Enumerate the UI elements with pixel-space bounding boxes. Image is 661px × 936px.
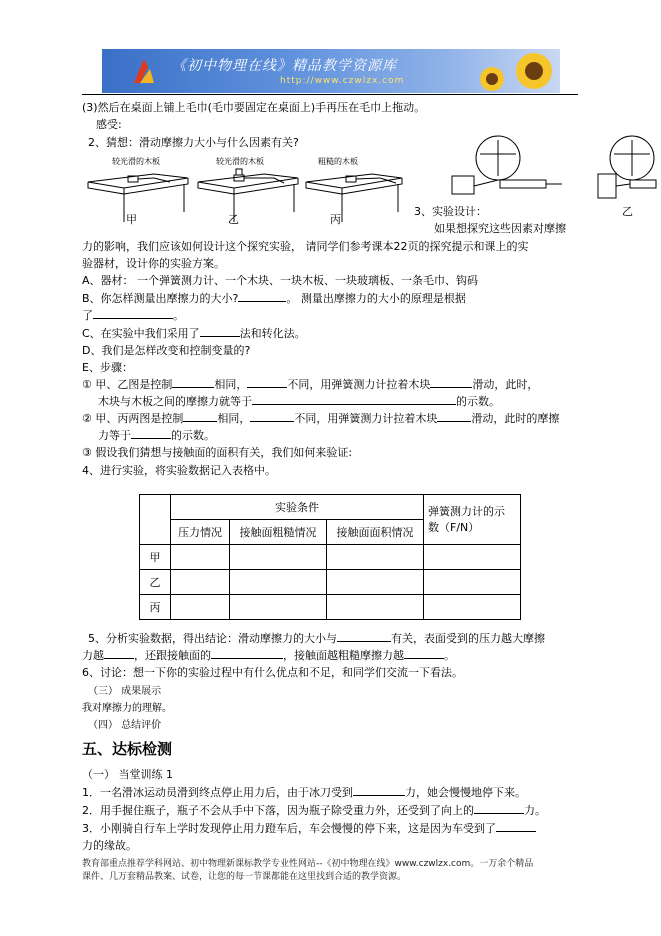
question-c	[82, 325, 306, 341]
answer-blank[interactable]	[437, 410, 471, 422]
conduct-experiment: 4、进行实验，将实验数据记入表格中。	[82, 464, 276, 477]
site-logo-icon	[130, 55, 158, 87]
row-label: 丙	[140, 595, 171, 620]
design-text-1: 如果想探究这些因素对摩擦	[434, 222, 566, 235]
table-row	[140, 570, 521, 595]
table-cell[interactable]	[327, 570, 424, 595]
question-3-text: 3．小刚骑自行车上学时发现停止用力蹬车后，车会慢慢的停下来，这是因为车受到了	[82, 822, 496, 835]
col-area: 接触面面积情况	[327, 520, 424, 545]
figure-label-b: 较光滑的木板	[216, 157, 264, 166]
section-heading: 五、达标检测	[82, 740, 173, 758]
guess-text: 2、猜想：滑动摩擦力大小与什么因素有关?	[88, 136, 299, 149]
answer-blank[interactable]	[200, 325, 240, 337]
figure-caption-c: 丙	[330, 213, 341, 226]
answer-blank[interactable]	[430, 376, 472, 388]
step-2-text-3: 不同，用弹簧测力计拉着木块	[294, 412, 438, 425]
answer-blank[interactable]	[238, 290, 286, 302]
analysis-text-2: 有关，表面受到的压力越大摩擦	[391, 632, 545, 645]
question-c-text: C、在实验中我们采用了	[82, 327, 200, 340]
equipment-line: A、器材： 一个弹簧测力计、一个木块、一块木板、一块玻璃板、一条毛巾、钩码	[82, 274, 479, 287]
steps-heading: E、步骤：	[82, 361, 133, 374]
design-text-3: 验器材，设计你的实验方案。	[82, 257, 225, 270]
experiment-design-heading: 3、实验设计：	[414, 205, 487, 218]
figure-caption-d: 乙	[622, 205, 633, 218]
table-cell[interactable]	[327, 545, 424, 570]
practice-heading: （一） 当堂训练 1	[82, 768, 173, 781]
step-1-cont-text: 木块与木板之间的摩擦力就等于	[98, 395, 252, 408]
question-3-cont: 力的缘故。	[82, 839, 137, 852]
question-3	[82, 820, 536, 836]
answer-blank[interactable]	[250, 410, 294, 422]
table-cell[interactable]	[424, 595, 521, 620]
banner-url: http://www.czwlzx.com	[280, 76, 405, 86]
step-3-text: (3)然后在桌面上铺上毛巾(毛巾要固定在桌面上)手再压在毛巾上拖动。	[82, 101, 426, 114]
table-cell[interactable]	[230, 545, 327, 570]
step-2-text-4: 滑动，此时的摩擦	[471, 412, 560, 425]
header-rule	[82, 94, 578, 95]
table-cell[interactable]	[171, 570, 230, 595]
question-b-text-2: 。 测量出摩擦力的大小的原理是根据	[286, 292, 466, 305]
experiment-table	[139, 494, 521, 620]
analysis-cont-text-2: ，还跟接触面的	[134, 649, 211, 662]
figure-caption-b: 乙	[228, 213, 239, 226]
step-1-cont	[98, 393, 500, 409]
table-header-row	[140, 495, 521, 520]
step-2-cont-end: 的示数。	[171, 429, 215, 442]
question-2-text: 2．用手握住瓶子，瓶子不会从手中下落，因为瓶子除受重力外，还受到了向上的	[82, 804, 474, 817]
table-row	[140, 545, 521, 570]
question-1	[82, 784, 526, 800]
col-pressure: 压力情况	[171, 520, 230, 545]
answer-blank[interactable]	[337, 630, 391, 642]
analysis-cont	[82, 647, 455, 663]
reading-header-line2: 数（F/N）	[428, 520, 480, 534]
step-2-cont	[98, 427, 215, 443]
results-heading: （三） 成果展示	[88, 686, 162, 697]
step-2-text-2: 相同，	[217, 412, 251, 425]
step-1-text-2: 相同，	[214, 378, 248, 391]
question-b-cont	[82, 307, 184, 323]
figure-label-c: 粗糙的木板	[318, 157, 358, 166]
answer-blank[interactable]	[247, 376, 287, 388]
question-b-text: B、你怎样测量出摩擦力的大小?	[82, 292, 239, 305]
table-cell[interactable]	[327, 595, 424, 620]
conditions-header: 实验条件	[171, 495, 424, 520]
step-2-text: ② 甲、丙两图是控制	[82, 412, 184, 425]
analysis-cont-text: 力越	[82, 649, 104, 662]
answer-blank[interactable]	[496, 820, 536, 832]
answer-blank[interactable]	[404, 647, 444, 659]
question-1-text: 1．一名滑冰运动员滑到终点停止用力后，由于冰刀受到	[82, 786, 353, 799]
feeling-label: 感受:	[96, 118, 122, 131]
summary-heading: （四） 总结评价	[88, 720, 162, 731]
col-roughness: 接触面粗糙情况	[230, 520, 327, 545]
header-banner	[102, 49, 560, 93]
table-cell[interactable]	[424, 570, 521, 595]
answer-blank[interactable]	[353, 784, 405, 796]
step-1-cont-end: 的示数。	[456, 395, 500, 408]
answer-blank[interactable]	[131, 427, 171, 439]
table-corner-cell	[140, 495, 171, 545]
table-cell[interactable]	[230, 570, 327, 595]
understanding-line: 我对摩擦力的理解。	[82, 703, 172, 714]
analysis-line	[88, 630, 545, 646]
table-cell[interactable]	[171, 545, 230, 570]
question-c-text-2: 法和转化法。	[239, 327, 306, 340]
answer-blank[interactable]	[252, 393, 456, 405]
answer-blank[interactable]	[104, 647, 134, 659]
sunflower-image	[472, 49, 558, 93]
figure-label-a: 较光滑的木板	[112, 157, 160, 166]
answer-blank[interactable]	[211, 647, 283, 659]
step-2-cont-text: 力等于	[98, 429, 131, 442]
question-d: D、我们是怎样改变和控制变量的?	[82, 344, 251, 357]
step-1-text-4: 滑动，此时，	[472, 378, 539, 391]
banner-title: 《初中物理在线》精品教学资源库	[172, 58, 397, 74]
step-3: ③ 假设我们猜想与接触面的面积有关，我们如何来验证:	[82, 446, 353, 459]
row-label: 乙	[140, 570, 171, 595]
table-cell[interactable]	[230, 595, 327, 620]
design-text-2: 力的影响，我们应该如何设计这个探究实验， 请同学们参考课本22页的探究提示和课上的实	[82, 240, 529, 253]
question-b	[82, 290, 466, 306]
analysis-cont-text-3: ，接触面越粗糙摩擦力越	[283, 649, 404, 662]
answer-blank[interactable]	[474, 802, 524, 814]
footer-line-2: 课件、几万套精品教案、试卷，让您的每一节课都能在这里找到合适的教学资源。	[82, 872, 407, 882]
footer-line-1: 教育部重点推荐学科网站、初中物理新课标教学专业性网站--《初中物理在线》www.czwlzx.com。一万余个精品	[82, 859, 534, 869]
answer-blank[interactable]	[93, 307, 173, 319]
answer-blank[interactable]	[172, 376, 214, 388]
question-b-cont-text: 了	[82, 309, 93, 322]
discussion-line: 6、讨论：想一下你的实验过程中有什么优点和不足，和同学们交流一下看法。	[82, 666, 463, 679]
table-cell[interactable]	[424, 545, 521, 570]
question-1-text-2: 力，她会慢慢地停下来。	[405, 786, 526, 799]
step-1-text: ① 甲、乙图是控制	[82, 378, 173, 391]
question-2	[82, 802, 546, 818]
question-2-text-2: 力。	[524, 804, 546, 817]
step-1-text-3: 不同，用弹簧测力计拉着木块	[287, 378, 431, 391]
table-row	[140, 595, 521, 620]
reading-header-line1: 弹簧测力计的示	[428, 504, 505, 518]
row-label: 甲	[140, 545, 171, 570]
step-1	[82, 376, 538, 392]
table-cell[interactable]	[171, 595, 230, 620]
answer-blank[interactable]	[183, 410, 217, 422]
analysis-text: 5、分析实验数据，得出结论：滑动摩擦力的大小与	[88, 632, 337, 645]
question-b-cont-end: 。	[173, 309, 184, 322]
figure-caption-a: 甲	[126, 213, 137, 226]
analysis-cont-end: 。	[444, 649, 455, 662]
reading-header	[424, 495, 521, 545]
step-2	[82, 410, 559, 426]
